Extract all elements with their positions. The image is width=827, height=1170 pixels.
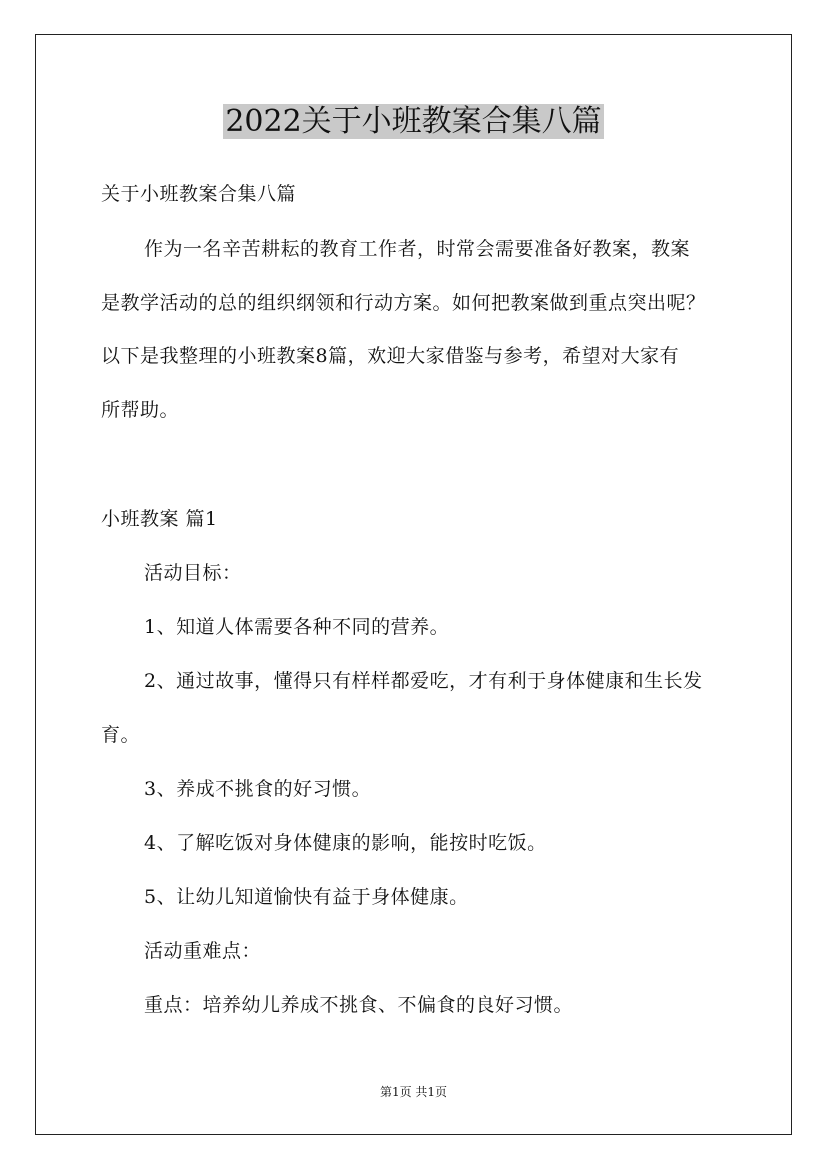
document-title-text: 2022关于小班教案合集八篇 <box>225 104 602 139</box>
document-subtitle: 关于小班教案合集八篇 <box>101 183 297 205</box>
section-heading: 小班教案 篇1 <box>101 508 218 530</box>
intro-line-2: 是教学活动的总的组织纲领和行动方案。如何把教案做到重点突出呢？ <box>101 292 706 314</box>
key-point-item: 重点：培养幼儿养成不挑食、不偏食的良好习惯。 <box>144 994 574 1016</box>
intro-line-3: 以下是我整理的小班教案8篇，欢迎大家借鉴与参考，希望对大家有 <box>101 345 680 367</box>
intro-line-1: 作为一名辛苦耕耘的教育工作者，时常会需要准备好教案，教案 <box>144 238 691 260</box>
key-points-heading: 活动重难点： <box>144 940 262 962</box>
page-number-footer: 第1页 共1页 <box>379 1085 448 1099</box>
goal-item-3: 3、养成不挑食的好习惯。 <box>144 778 372 800</box>
intro-line-4: 所帮助。 <box>101 399 180 421</box>
goal-item-2-continued: 育。 <box>101 724 141 746</box>
goal-item-4: 4、了解吃饭对身体健康的影响，能按时吃饭。 <box>144 832 547 854</box>
goal-item-5: 5、让幼儿知道愉快有益于身体健康。 <box>144 886 469 908</box>
goal-item-2: 2、通过故事，懂得只有样样都爱吃，才有利于身体健康和生长发 <box>144 670 703 692</box>
goals-heading: 活动目标： <box>144 562 242 584</box>
goal-item-1: 1、知道人体需要各种不同的营养。 <box>144 616 450 638</box>
document-title <box>0 100 827 144</box>
